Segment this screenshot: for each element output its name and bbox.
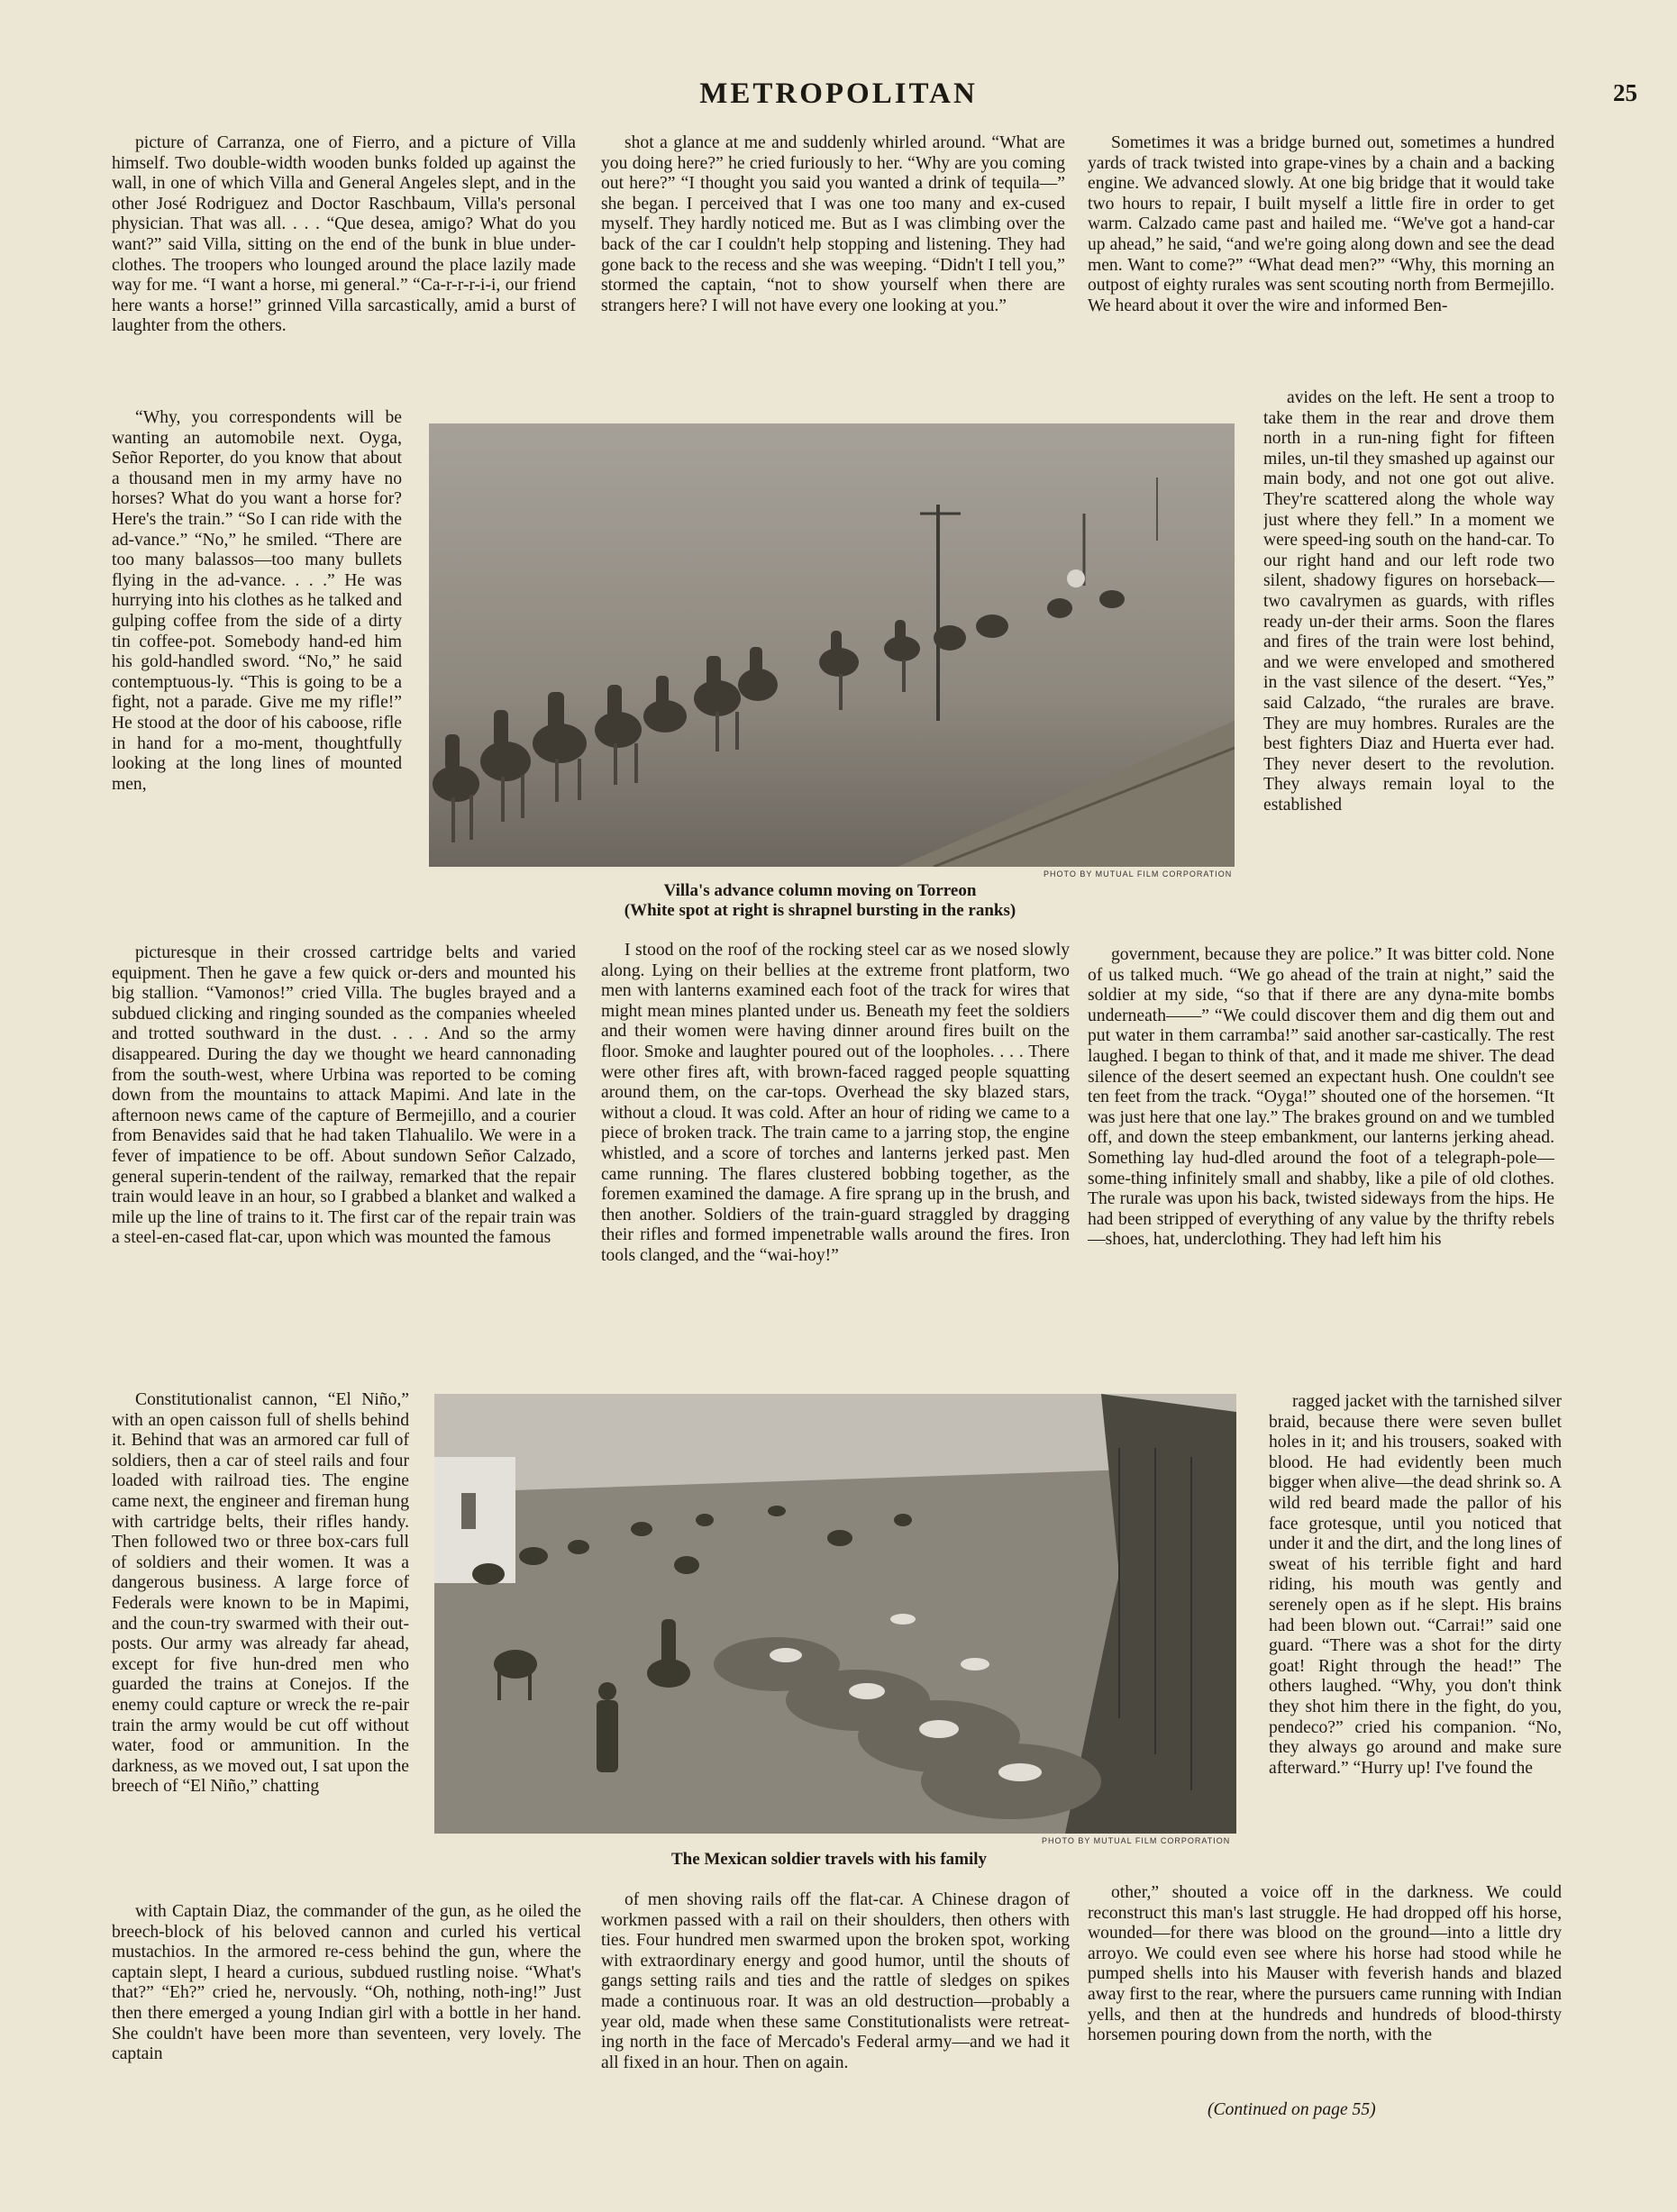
column-1-bottom: with Captain Diaz, the commander of the gun, as he oiled the breech-block of his beloved cannon and curled his vertical mustachios. In the armored re-cess behind the gun, where the captain slept, I heard a curious, subdued rustling noise. “What's that?” “Eh?” cried he, nervously. “Oh, nothing, noth-ing!” Just then there emerged a young Indian girl with a bottle in her hand. She couldn't have been more than seventeen, very lovely. The captain <box>112 1902 581 2064</box>
page-number: 25 <box>1613 79 1637 106</box>
column-1-top: picture of Carranza, one of Fierro, and a picture of Villa himself. Two double-width wooden bunks folded up against the wall, in one of which Villa and General Angeles slept, and in the other José Rodriguez and Doctor Raschbaum, Villa's personal physician. That was all. . . . “Que desea, amigo? What do you want?” said Villa, sitting on the end of the bunk in blue under-clothes. The troopers who lounged around the place lazily made way for me. “I want a horse, mi general.” “Ca-r-r-r-i-i, our friend here wants a horse!” grinned Villa sarcastically, amid a burst of laughter from the others. <box>112 133 576 336</box>
column-2-middle: I stood on the roof of the rocking steel car as we nosed slowly along. Lying on their bellies at the extreme front platform, two men with lanterns examined each foot of the track for wires that might mean mines planted under us. Beneath my feet the soldiers and their women were having dinner around fires built on the floor. Smoke and laughter poured out of the loopholes. . . . There were other fires aft, with brown-faced ragged people squatting around them, on the car-tops. Overhead the sky blazed stars, without a cloud. It was cold. After an hour of riding we came to a piece of broken track. The train came to a jarring stop, the engine whistled, and a score of torches and lanterns jerked past. Men came running. The flares clustered bobbing together, as the foremen examined the damage. A fire sprang up in the brush, and then another. Soldiers of the train-guard straggled by dragging their rifles and formed impenetrable walls around the fires. Iron tools clanged, and the “wai-hoy!” <box>601 941 1070 1265</box>
column-2-bottom: of men shoving rails off the flat-car. A Chinese dragon of workmen passed with a rail on their shoulders, then others with ties. Four hundred men swarmed upon the broken spot, working with extraordinary energy and good humor, until the shouts of gangs setting rails and ties and the rattle of sledges on spikes made a continuous roar. It was an old destruction—probably a year old, made when these same Constitutionalists were retreat-ing north in the face of Mercado's Federal army—and we had it all fixed in an hour. Then on again. <box>601 1890 1070 2072</box>
continued-notice: (Continued on page 55) <box>1208 2100 1376 2119</box>
column-3-narrow-2: ragged jacket with the tarnished silver braid, because there were seven bullet holes in it; and his trousers, soaked with blood. He had evidently been much bigger when alive—the dead shrink so. A wild red beard made the pallor of his face grotesque, until you noticed that under it and the dirt, and the long lines of sweat of his terrible fight and hard riding, his mouth was gently and serenely open as if he slept. His brains had been blown out. “Carrai!” said one guard. “There was a shot for the dirty goat! Right through the head!” The others laughed. “Why, you don't think they shot him there in the fight, do you, pendeco?” cried his companion. “No, they always go around and make sure afterward.” “Hurry up! I've found the <box>1269 1392 1562 1778</box>
photo-1-credit: PHOTO BY MUTUAL FILM CORPORATION <box>1044 869 1233 878</box>
column-1-narrow: “Why, you correspondents will be wanting an automobile next. Oyga, Señor Reporter, do you know that about a thousand men in my army have no horses? What do you want a horse for? Here's the train.” “So I can ride with the ad-vance.” “No,” he smiled. “There are too many balassos—too many bullets flying in the ad-vance. . . .” He was hurrying into his clothes as he talked and gulping coffee from the side of a dirty tin coffee-pot. Somebody hand-ed him his gold-handled sword. “No,” he said contemptuous-ly. “This is going to be a fight, not a parade. Give me my rifle!” He stood at the door of his caboose, rifle in hand for a mo-ment, thoughtfully looking at the long lines of mounted men, <box>112 408 402 794</box>
photo-1-caption: Villa's advance column moving on Torreon (White spot at right is shrapnel bursting in the ranks) <box>624 881 1016 920</box>
column-1-narrow-2: Constitutionalist cannon, “El Niño,” with an open caisson full of shells behind it. Behind that was an armored car full of soldiers, then a car of steel rails and four loaded with railroad ties. The engine came next, the engineer and fireman hung with cartridge belts, their rifles handy. Then followed two or three box-cars full of soldiers and their women. It was a dangerous business. A large force of Federals were known to be in Mapimi, and the coun-try swarmed with their out-posts. Our army was already far ahead, except for five hun-dred men who guarded the trains at Conejos. If the enemy could capture or wreck the re-pair train the army would be cut off without water, food or ammunition. In the darkness, as we moved out, I sat upon the breech of “El Niño,” chatting <box>112 1390 409 1797</box>
photo-advance-column <box>429 423 1235 867</box>
column-3-middle: government, because they are police.” It was bitter cold. None of us talked much. “We go ahead of the train at night,” said the soldier at my side, “so that if there are any dyna-mite bombs underneath——” “We could discover them and dig them out and put water in them carramba!” said another sar-castically. The rest laughed. I began to think of that, and it made me shiver. The dead silence of the desert seemed an expectant hush. One couldn't see ten feet from the track. “Oyga!” shouted one of the horsemen. “It was just here that one lay.” The brakes ground on and we tumbled off, and down the steep embankment, our lanterns jerking ahead. Something lay hud-dled around the foot of a telegraph-pole—some-thing infinitely small and shabby, like a pile of old clothes. The rurale was upon his back, twisted sideways from the hips. He had been stripped of everything of any value by the thrifty rebels—shoes, hat, underclothing. They had left him his <box>1088 945 1554 1250</box>
photo-soldier-family <box>434 1394 1236 1834</box>
column-1-middle: picturesque in their crossed cartridge belts and varied equipment. Then he gave a few quick or-ders and mounted his big stallion. “Vamonos!” cried Villa. The bugles brayed and a subdued clicking and ringing sounded as the companies wheeled and trotted southward in the dust. . . . And so the army disappeared. During the day we thought we heard cannonading from the south-west, where Urbina was reported to be coming down from the mountains to attack Mapimi. And late in the afternoon news came of the capture of Bermejillo, and a courier from Benavides said that he had taken Tlahualilo. We were in a fever of impatience to be off. About sundown Señor Calzado, general superin-tendent of the railway, remarked that the repair train would leave in an hour, so I grabbed a blanket and walked a mile up the line of trains to it. The first car of the repair train was a steel-en-cased flat-car, upon which was mounted the famous <box>112 943 576 1248</box>
column-3-narrow: avides on the left. He sent a troop to take them in the rear and drove them north in a run-ning fight for fifteen miles, un-til they smashed up against our main body, and not one got out alive. They're scattered along the whole way just where they fell.” In a moment we were speed-ing south on the hand-car. To our right hand and our left rode two silent, shadowy figures on horseback—two cavalrymen as guards, with rifles ready un-der their arms. Soon the flares and fires of the train were lost behind, and we were enveloped and smothered in the vast silence of the desert. “Yes,” said Calzado, “the rurales are brave. They are muy hombres. Rurales are the best fighters Diaz and Huerta ever had. They never desert to the revolution. They always remain loyal to the established <box>1263 388 1554 815</box>
photo-2-credit: PHOTO BY MUTUAL FILM CORPORATION <box>1042 1836 1231 1845</box>
photo-2-caption: The Mexican soldier travels with his family <box>670 1850 988 1869</box>
column-2-top: shot a glance at me and suddenly whirled around. “What are you doing here?” he cried furiously to her. “Why are you coming out here?” “I thought you said you wanted a drink of tequila—” she began. I perceived that I was one too many and ex-cused myself. They hardly noticed me. But as I was climbing over the back of the car I couldn't help stopping and listening. They had gone back to the recess and she was weeping. “Didn't I tell you,” stormed the captain, “not to show yourself when there are strangers here? I will not have every one looking at you.” <box>601 133 1065 315</box>
column-3-bottom: other,” shouted a voice off in the darkness. We could reconstruct this man's last struggle. He had dropped off his horse, wounded—for there was blood on the ground—into a little dry arroyo. We could even see where his horse had stood while he pumped shells into his Mauser with feverish hands and blazed away first to the rear, where the pursuers came running with Indian yells, and then at the hundreds and hundreds of blood-thirsty horsemen pouring down from the north, with the <box>1088 1883 1562 2045</box>
magazine-title: METROPOLITAN <box>699 77 978 110</box>
column-3-top: Sometimes it was a bridge burned out, sometimes a hundred yards of track twisted into grape-vines by a chain and a backing engine. We advanced slowly. At one big bridge that it would take two hours to repair, I built myself a little fire in order to get warm. Calzado came past and hailed me. “We've got a hand-car up ahead,” he said, “and we're going along down and see the dead men. Want to come?” “What dead men?” “Why, this morning an outpost of eighty rurales was sent scouting north from Bermejillo. We heard about it over the wire and informed Ben- <box>1088 133 1554 315</box>
